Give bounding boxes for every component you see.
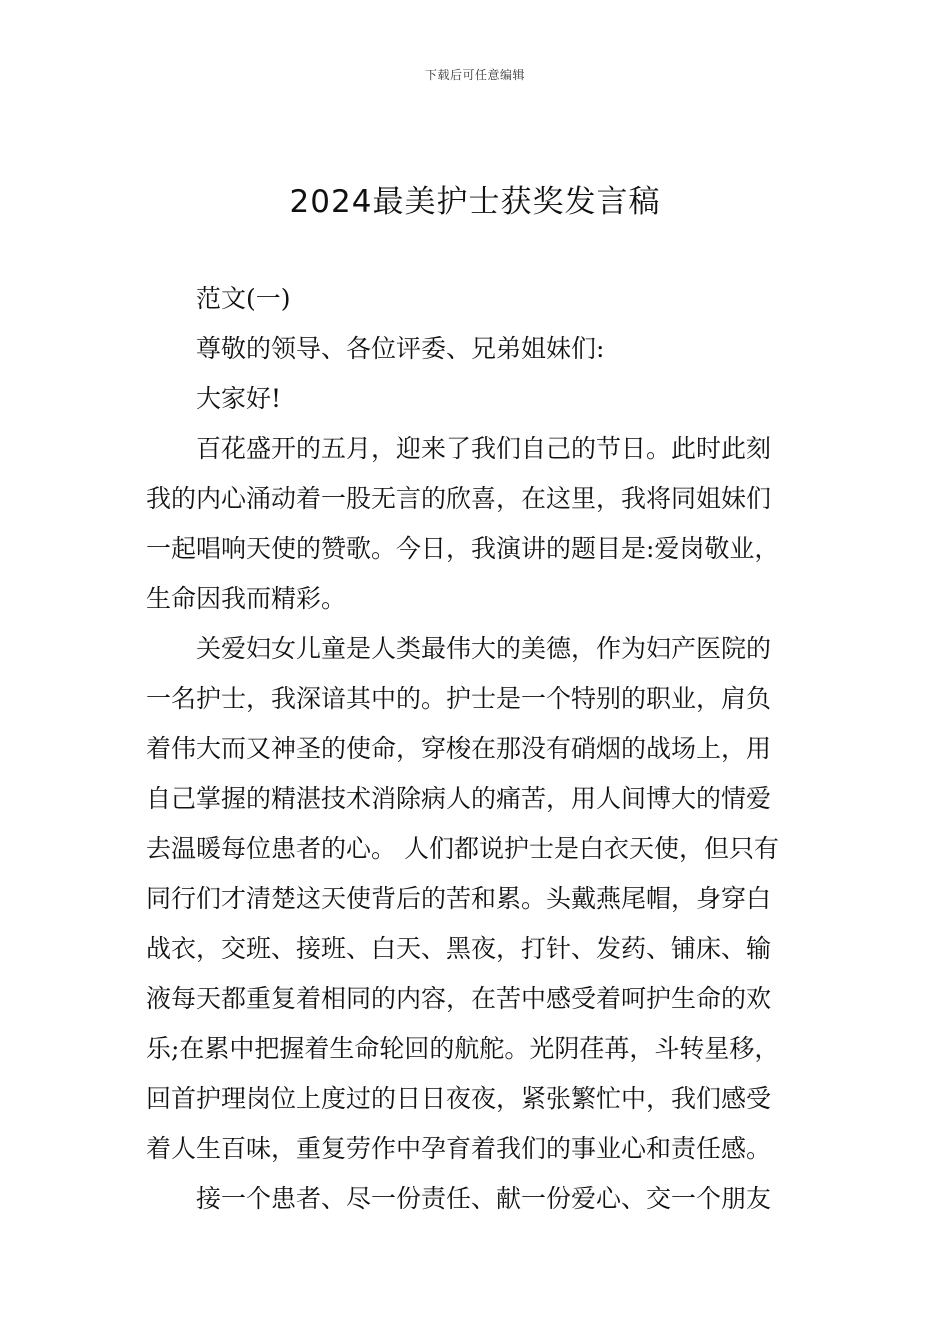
document-title: 2024最美护士获奖发言稿 xyxy=(289,184,661,220)
body-line: 自己掌握的精湛技术消除病人的痛苦，用人间博大的情爱 xyxy=(146,784,772,813)
body-line: 着人生百味，重复劳作中孕育着我们的事业心和责任感。 xyxy=(146,1134,772,1163)
body-line: 战衣，交班、接班、白天、黑夜，打针、发药、铺床、输 xyxy=(146,934,772,963)
body-line: 我的内心涌动着一股无言的欣喜，在这里，我将同姐妹们 xyxy=(146,484,772,513)
body-line: 百花盛开的五月，迎来了我们自己的节日。此时此刻 xyxy=(196,434,772,463)
body-line: 乐;在累中把握着生命轮回的航舵。光阴荏苒，斗转星移， xyxy=(146,1034,780,1063)
body-line: 关爱妇女儿童是人类最伟大的美德，作为妇产医院的 xyxy=(196,634,772,663)
body-line: 范文(一) xyxy=(196,284,291,313)
body-line: 回首护理岗位上度过的日日夜夜，紧张繁忙中，我们感受 xyxy=(146,1084,772,1113)
body-line: 接一个患者、尽一份责任、献一份爱心、交一个朋友 xyxy=(196,1184,772,1213)
body-line: 同行们才清楚这天使背后的苦和累。头戴燕尾帽，身穿白 xyxy=(146,884,772,913)
body-line: 着伟大而又神圣的使命，穿梭在那没有硝烟的战场上，用 xyxy=(146,734,772,763)
body-line: 液每天都重复着相同的内容，在苦中感受着呵护生命的欢 xyxy=(146,984,772,1013)
body-line: 去温暖每位患者的心。 人们都说护士是白衣天使，但只有 xyxy=(146,834,779,863)
page-header-note: 下载后可任意编辑 xyxy=(424,68,525,82)
body-line: 一名护士，我深谙其中的。护士是一个特别的职业，肩负 xyxy=(146,684,772,713)
body-line: 大家好! xyxy=(196,384,282,413)
body-line: 尊敬的领导、各位评委、兄弟姐妹们: xyxy=(196,334,605,363)
body-line: 一起唱响天使的赞歌。今日，我演讲的题目是:爱岗敬业， xyxy=(146,534,780,563)
body-line: 生命因我而精彩。 xyxy=(146,584,347,613)
document-body xyxy=(146,280,808,1230)
